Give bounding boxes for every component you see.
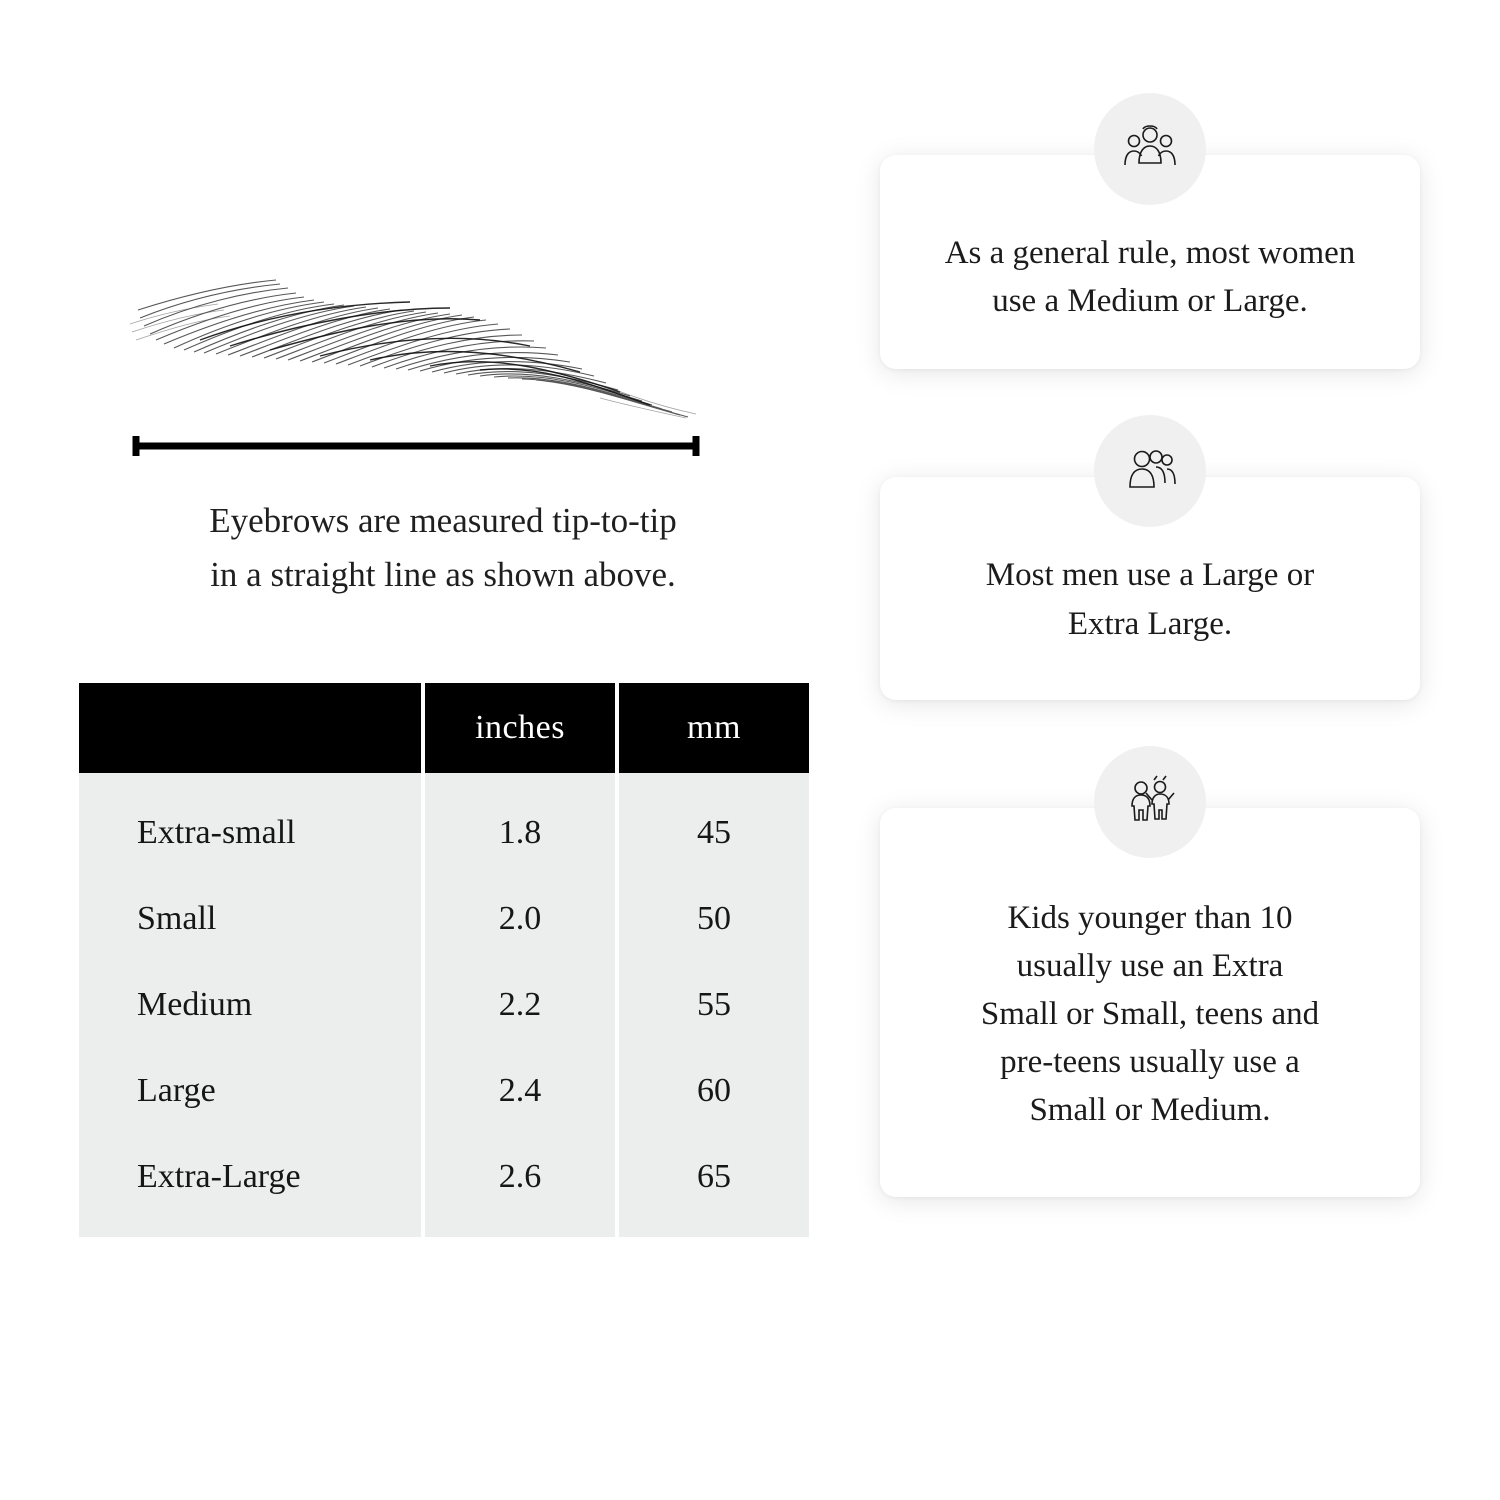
recommendation-card-women: [880, 155, 1420, 369]
table-row: [79, 1048, 809, 1134]
caption-line-1: Eyebrows are measured tip-to-tip: [209, 501, 677, 540]
table-row: [79, 876, 809, 962]
card-text-kids: [916, 894, 1384, 1135]
size-chart-table: [75, 683, 813, 1237]
card-line-1: As a general rule, most women: [944, 235, 1356, 271]
cell-inches: 2.6: [425, 1134, 615, 1237]
recommendations-section: [880, 155, 1420, 1197]
women-group-icon: [1094, 93, 1206, 205]
cell-size: Small: [79, 876, 421, 962]
cell-mm: 60: [619, 1048, 809, 1134]
table-header-row: [79, 683, 809, 773]
card-line-2: usually use an Extra: [1016, 947, 1284, 984]
cell-inches: 1.8: [425, 773, 615, 876]
column-header-mm: mm: [619, 683, 809, 773]
eyebrow-figure: [130, 150, 780, 480]
caption-line-2: in a straight line as shown above.: [210, 555, 676, 595]
table-row: [79, 1134, 809, 1237]
card-line-2: use a Medium or Large.: [992, 283, 1308, 320]
column-header-inches: inches: [425, 683, 615, 773]
kids-icon: [1094, 746, 1206, 858]
card-text-men: [916, 551, 1384, 647]
card-line-2: Extra Large.: [1067, 605, 1233, 642]
cell-size: Medium: [79, 962, 421, 1048]
measurement-line-icon: [130, 435, 702, 457]
cell-size: Extra-Large: [79, 1134, 421, 1237]
men-group-icon: [1094, 415, 1206, 527]
measurement-section: [75, 150, 795, 1237]
card-line-1: Kids younger than 10: [1007, 899, 1293, 936]
cell-mm: 50: [619, 876, 809, 962]
card-line-1: Most men use a Large or: [985, 557, 1315, 594]
cell-inches: 2.2: [425, 962, 615, 1048]
recommendation-card-men: [880, 477, 1420, 699]
cell-mm: 55: [619, 962, 809, 1048]
card-text-women: [916, 229, 1384, 325]
card-line-5: Small or Medium.: [1029, 1092, 1271, 1129]
card-line-3: Small or Small, teens and: [980, 996, 1320, 1033]
table-row: [79, 962, 809, 1048]
eyebrow-illustration-icon: [130, 240, 730, 420]
column-header-size: [79, 683, 421, 773]
recommendation-card-kids: [880, 808, 1420, 1197]
card-line-4: pre-teens usually use a: [1000, 1044, 1300, 1081]
measurement-caption: [133, 494, 753, 603]
table-body: [79, 773, 809, 1237]
table-header: [79, 683, 809, 773]
cell-inches: 2.4: [425, 1048, 615, 1134]
cell-mm: 45: [619, 773, 809, 876]
cell-size: Extra-small: [79, 773, 421, 876]
cell-size: Large: [79, 1048, 421, 1134]
table-row: [79, 773, 809, 876]
cell-mm: 65: [619, 1134, 809, 1237]
cell-inches: 2.0: [425, 876, 615, 962]
